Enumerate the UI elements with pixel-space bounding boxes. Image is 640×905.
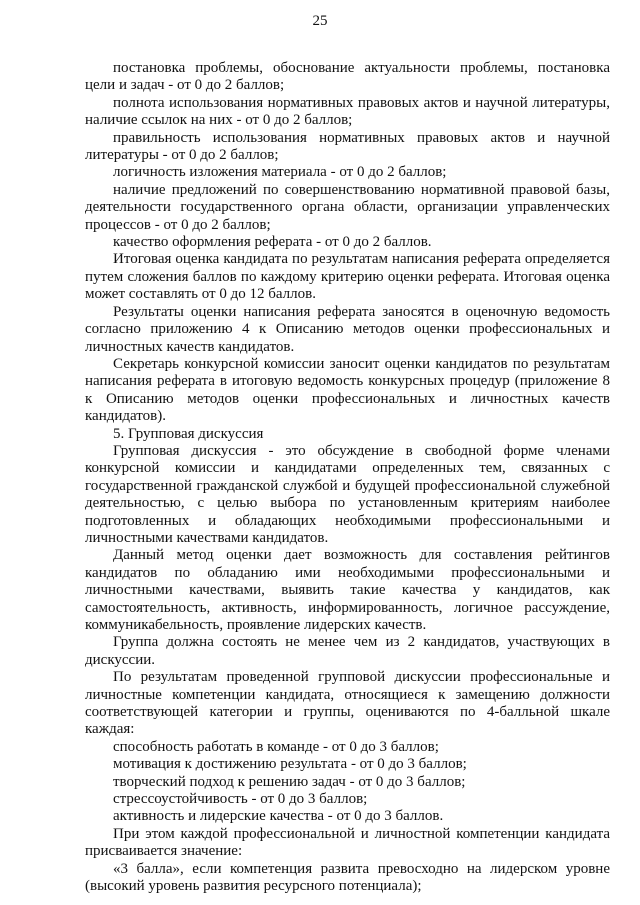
paragraph-three-points: «3 балла», если компетенция развита превосходно на лидерском уровне (высокий уровень развития ресурсного потенциала);	[85, 860, 610, 895]
paragraph-results-sheet: Результаты оценки написания реферата заносятся в оценочную ведомость согласно приложению 4 к Описанию методов оценки профессиональных и личностных качеств кандидатов.	[85, 303, 610, 355]
paragraph-value-assignment: При этом каждой профессиональной и личностной компетенции кандидата присваивается значение:	[85, 825, 610, 860]
paragraph-competence-scale: По результатам проведенной групповой дискуссии профессиональные и личностные компетенции кандидата, относящиеся к замещению должности соответствующей категории и группы, оцениваются по 4-балльной шкале каждая:	[85, 669, 610, 738]
paragraph-secretary: Секретарь конкурсной комиссии заносит оценки кандидатов по результатам написания реферата в итоговую ведомость конкурсных процедур (приложение 8 к Описанию методов оценки профессиональных и личностных качеств кандидатов).	[85, 355, 610, 425]
paragraph-discussion-definition: Групповая дискуссия - это обсуждение в свободной форме членами конкурсной комиссии и кандидатами определенных тем, связанных с государственной гражданской службой и будущей профессиональной служебной деятельностью, с целью выбора по установленным критериям наиболее подготовленных и обладающих необходимыми профессиональными и личностными качествами кандидатов.	[85, 442, 610, 546]
criterion-problem-statement: постановка проблемы, обоснование актуальности проблемы, постановка цели и задач - от 0 до 2 баллов;	[85, 60, 610, 94]
competence-creativity: творческий подход к решению задач - от 0 до 3 баллов;	[113, 773, 466, 790]
page-number: 25	[312, 13, 328, 29]
section-heading-group-discussion: 5. Групповая дискуссия	[113, 425, 264, 442]
criterion-legal-acts-correctness: правильность использования нормативных правовых актов и научной литературы - от 0 до 2 баллов;	[85, 129, 610, 164]
criterion-proposals: наличие предложений по совершенствованию нормативной правовой базы, деятельности государственного органа области, организации управленческих процессов - от 0 до 2 баллов;	[85, 181, 610, 233]
criterion-formatting: качество оформления реферата - от 0 до 2 баллов.	[113, 234, 432, 251]
paragraph-method-ratings: Данный метод оценки дает возможность для составления рейтингов кандидатов по обладанию ими необходимыми профессиональными и личностными качествами, выявить такие качества у кандидатов, как самостоятельность, активность, информированность, логичное рассуждение, коммуникабельность, проявление лидерских качеств.	[85, 547, 610, 633]
competence-motivation: мотивация к достижению результата - от 0 до 3 баллов;	[113, 756, 467, 773]
criterion-legal-acts-completeness: полнота использования нормативных правовых актов и научной литературы, наличие ссылок на них - от 0 до 2 баллов;	[85, 94, 610, 129]
paragraph-total-score: Итоговая оценка кандидата по результатам написания реферата определяется путем сложения баллов по каждому критерию оценки реферата. Итоговая оценка может составлять от 0 до 12 баллов.	[85, 251, 610, 303]
competence-teamwork: способность работать в команде - от 0 до 3 баллов;	[113, 738, 439, 755]
paragraph-group-size: Группа должна состоять не менее чем из 2 кандидатов, участвующих в дискуссии.	[85, 634, 610, 668]
competence-leadership: активность и лидерские качества - от 0 до 3 баллов.	[113, 808, 444, 825]
competence-stress-resistance: стрессоустойчивость - от 0 до 3 баллов;	[113, 791, 368, 808]
criterion-logic: логичность изложения материала - от 0 до 2 баллов;	[113, 164, 447, 181]
document-body	[85, 60, 610, 896]
